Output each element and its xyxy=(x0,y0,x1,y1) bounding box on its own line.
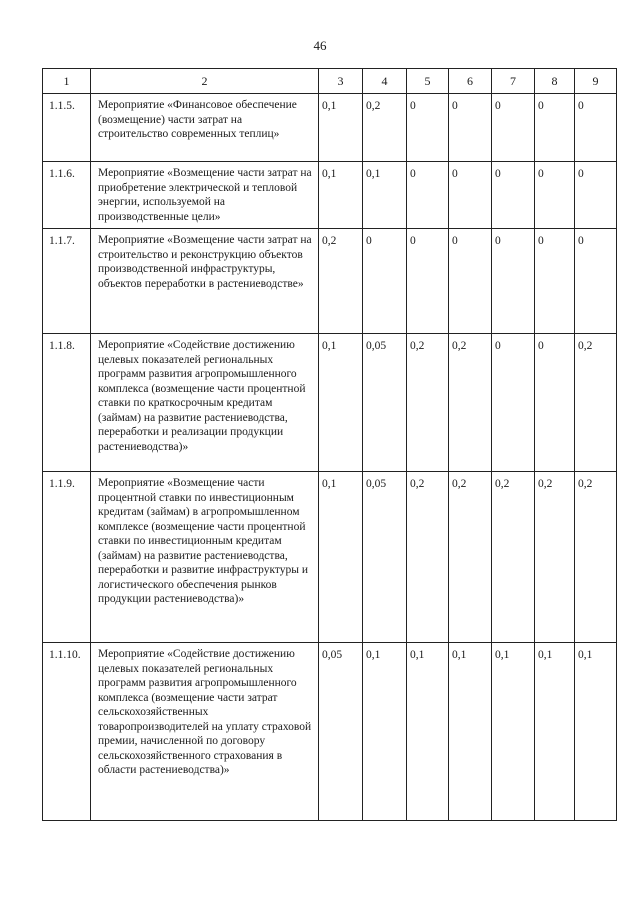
value-cell: 0 xyxy=(407,162,449,229)
value-cell: 0 xyxy=(492,334,535,472)
value-cell: 0 xyxy=(449,94,492,162)
row-code: 1.1.9. xyxy=(43,472,91,643)
value-cell: 0,1 xyxy=(363,643,407,821)
value-cell: 0,2 xyxy=(492,472,535,643)
value-cell: 0,1 xyxy=(319,334,363,472)
indicator-table xyxy=(42,68,617,821)
value-cell: 0,1 xyxy=(575,643,617,821)
header-cell: 9 xyxy=(575,69,617,94)
header-cell: 4 xyxy=(363,69,407,94)
table-row xyxy=(43,643,617,821)
value-cell: 0,2 xyxy=(407,334,449,472)
value-cell: 0 xyxy=(492,162,535,229)
value-cell: 0,2 xyxy=(575,472,617,643)
value-cell: 0,05 xyxy=(363,472,407,643)
value-cell: 0,1 xyxy=(319,472,363,643)
row-code: 1.1.8. xyxy=(43,334,91,472)
table-row xyxy=(43,472,617,643)
value-cell: 0 xyxy=(535,229,575,334)
table-row xyxy=(43,334,617,472)
value-cell: 0,1 xyxy=(449,643,492,821)
value-cell: 0,1 xyxy=(535,643,575,821)
value-cell: 0 xyxy=(407,94,449,162)
value-cell: 0 xyxy=(449,229,492,334)
row-code: 1.1.10. xyxy=(43,643,91,821)
value-cell: 0,05 xyxy=(319,643,363,821)
value-cell: 0 xyxy=(363,229,407,334)
row-name: Мероприятие «Возмещение части затрат на строительство и реконструкцию объектов производственной инфраструктуры, объектов переработки в растениеводстве» xyxy=(91,229,319,334)
row-name: Мероприятие «Возмещение части затрат на приобретение электрической и тепловой энергии, используемой на производственные цели» xyxy=(91,162,319,229)
header-cell: 6 xyxy=(449,69,492,94)
header-row xyxy=(43,69,617,94)
row-code: 1.1.5. xyxy=(43,94,91,162)
value-cell: 0,2 xyxy=(407,472,449,643)
value-cell: 0 xyxy=(575,94,617,162)
row-name: Мероприятие «Финансовое обеспечение (возмещение) части затрат на строительство современных теплиц» xyxy=(91,94,319,162)
value-cell: 0 xyxy=(492,94,535,162)
value-cell: 0 xyxy=(535,334,575,472)
header-cell: 1 xyxy=(43,69,91,94)
value-cell: 0 xyxy=(449,162,492,229)
value-cell: 0,1 xyxy=(319,162,363,229)
header-cell: 8 xyxy=(535,69,575,94)
value-cell: 0,05 xyxy=(363,334,407,472)
value-cell: 0,1 xyxy=(407,643,449,821)
table-row xyxy=(43,94,617,162)
value-cell: 0 xyxy=(535,162,575,229)
value-cell: 0,2 xyxy=(449,472,492,643)
value-cell: 0 xyxy=(407,229,449,334)
value-cell: 0,1 xyxy=(363,162,407,229)
value-cell: 0 xyxy=(575,229,617,334)
value-cell: 0,2 xyxy=(363,94,407,162)
header-cell: 2 xyxy=(91,69,319,94)
row-name: Мероприятие «Содействие достижению целевых показателей региональных программ развития агропромышленного комплекса (возмещение части процентной ставки по краткосрочным кредитам (займам) на развитие растениеводства, переработки и реализации продукции растениеводства)» xyxy=(91,334,319,472)
row-code: 1.1.6. xyxy=(43,162,91,229)
value-cell: 0,2 xyxy=(319,229,363,334)
value-cell: 0 xyxy=(535,94,575,162)
value-cell: 0,2 xyxy=(449,334,492,472)
page-number: 46 xyxy=(313,38,327,53)
value-cell: 0,2 xyxy=(575,334,617,472)
row-name: Мероприятие «Содействие достижению целевых показателей региональных программ развития агропромышленного комплекса (возмещение части затрат сельскохозяйственных товаропроизводителей на уплату страховой премии, начисленной по договору сельскохозяйственного страхования в области растениеводства)» xyxy=(91,643,319,821)
value-cell: 0,1 xyxy=(492,643,535,821)
header-cell: 3 xyxy=(319,69,363,94)
value-cell: 0 xyxy=(492,229,535,334)
table-row xyxy=(43,162,617,229)
table-row xyxy=(43,229,617,334)
header-cell: 7 xyxy=(492,69,535,94)
row-name: Мероприятие «Возмещение части процентной ставки по инвестиционным кредитам (займам) в агропромышленном комплексе (возмещение части процентной ставки по инвестиционным кредитам (займам) на развитие растениеводства, переработки и развитие инфраструктуры и логистического обеспечения рынков продукции растениеводства)» xyxy=(91,472,319,643)
value-cell: 0,2 xyxy=(535,472,575,643)
value-cell: 0 xyxy=(575,162,617,229)
row-code: 1.1.7. xyxy=(43,229,91,334)
value-cell: 0,1 xyxy=(319,94,363,162)
header-cell: 5 xyxy=(407,69,449,94)
